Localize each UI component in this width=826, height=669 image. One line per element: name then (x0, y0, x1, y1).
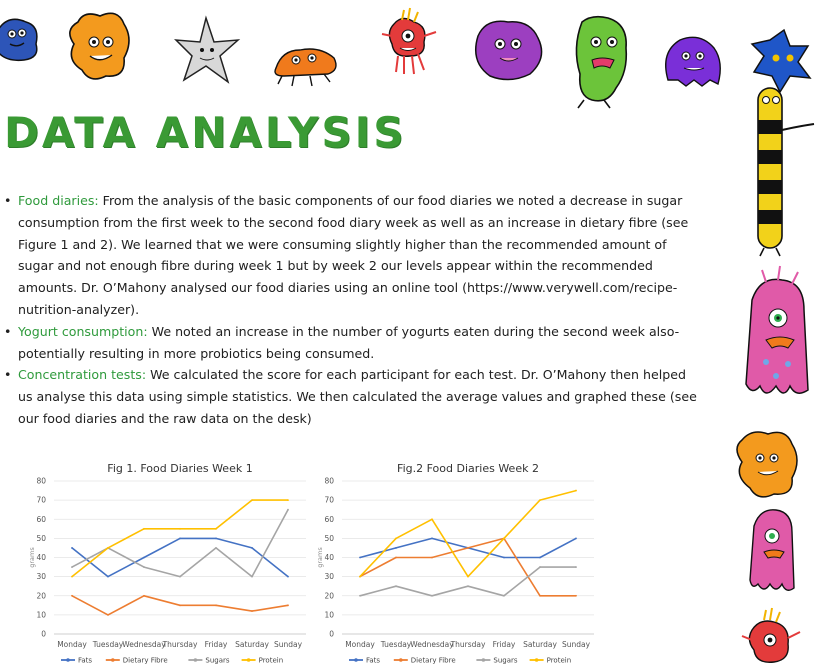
x-tick-label: Friday (204, 640, 228, 649)
data-point (359, 576, 361, 578)
legend-marker (111, 658, 115, 662)
pink-octopus-monster-icon (746, 266, 808, 393)
legend-marker (247, 658, 251, 662)
data-point (395, 585, 397, 587)
analysis-bullet-list (4, 190, 704, 430)
data-point (71, 595, 73, 597)
bullet-concentration-tests (4, 364, 704, 429)
legend-label: Sugars (205, 656, 230, 665)
data-point (215, 547, 217, 549)
legend-label: Dietary Fibre (410, 656, 456, 665)
legend-marker (535, 658, 539, 662)
y-tick-label: 50 (324, 533, 334, 543)
data-point (287, 509, 289, 511)
bullet-text: We calculated the score for each participant for each test. Dr. O’Mahony then helped us analyse this data using simple statistics. We then calculated the average values and graphed these (see our food diaries and the raw data on the desk) (18, 367, 697, 426)
data-point (143, 595, 145, 597)
data-point (575, 595, 577, 597)
data-point (215, 537, 217, 539)
bullet-text: We noted an increase in the number of yogurts eaten during the second week also-potentially resulting in more probiotics being consumed. (18, 323, 680, 361)
data-point (287, 499, 289, 501)
orange-blob-monster-icon (70, 13, 129, 79)
data-point (251, 547, 253, 549)
data-point (107, 614, 109, 616)
data-point (251, 499, 253, 501)
data-point (287, 604, 289, 606)
data-point (71, 566, 73, 568)
data-point (287, 576, 289, 578)
data-point (179, 576, 181, 578)
data-point (143, 528, 145, 530)
data-point (503, 537, 505, 539)
data-point (575, 566, 577, 568)
x-tick-label: Thursday (450, 640, 486, 649)
data-point (215, 604, 217, 606)
legend-label: Protein (546, 656, 572, 665)
data-point (539, 557, 541, 559)
data-point (539, 566, 541, 568)
y-tick-label: 40 (36, 553, 46, 563)
data-point (431, 537, 433, 539)
chart-week-1-svg (30, 455, 312, 667)
data-point (359, 595, 361, 597)
y-tick-label: 30 (36, 572, 46, 582)
orange-crab-monster-icon (275, 49, 336, 86)
y-tick-label: 40 (324, 553, 334, 563)
red-cyclops-bottom-monster-icon (742, 608, 800, 662)
data-point (71, 547, 73, 549)
data-point (251, 576, 253, 578)
data-point (431, 518, 433, 520)
y-tick-label: 30 (324, 572, 334, 582)
x-tick-label: Wednesday (122, 640, 166, 649)
bullet-label: Food diaries: (18, 193, 99, 208)
y-axis-label: grams (316, 547, 324, 568)
data-point (179, 528, 181, 530)
data-point (215, 528, 217, 530)
green-monster-icon (576, 17, 626, 108)
x-tick-label: Wednesday (410, 640, 454, 649)
x-tick-label: Tuesday (92, 640, 124, 649)
legend-marker (399, 658, 403, 662)
chart-week-2-svg (318, 455, 600, 667)
bullet-food-diaries (4, 190, 704, 321)
bullet-label: Concentration tests: (18, 367, 147, 383)
legend-marker (354, 658, 358, 662)
data-point (503, 595, 505, 597)
data-point (467, 585, 469, 587)
chart-title: Fig 1. Food Diaries Week 1 (107, 462, 253, 475)
data-point (179, 604, 181, 606)
legend-marker (66, 658, 70, 662)
purple-monster-icon (476, 21, 542, 79)
chart-title: Fig.2 Food Diaries Week 2 (397, 462, 539, 475)
y-tick-label: 70 (324, 495, 334, 505)
series-line-protein (360, 491, 576, 577)
y-tick-label: 0 (41, 629, 46, 639)
striped-bee-monster-icon (758, 88, 814, 256)
y-tick-label: 60 (36, 514, 46, 524)
data-point (431, 557, 433, 559)
orange-blob-monster-right-icon (737, 432, 797, 497)
data-point (395, 557, 397, 559)
legend-label: Dietary Fibre (122, 656, 168, 665)
y-tick-label: 10 (324, 610, 334, 620)
y-tick-label: 50 (36, 533, 46, 543)
data-point (575, 490, 577, 492)
data-point (71, 576, 73, 578)
data-point (539, 499, 541, 501)
data-point (179, 537, 181, 539)
y-axis-label: grams (28, 547, 36, 568)
blue-monster-icon (0, 19, 37, 60)
x-tick-label: Tuesday (380, 640, 412, 649)
y-tick-label: 80 (36, 476, 46, 486)
data-point (467, 547, 469, 549)
data-point (143, 557, 145, 559)
x-tick-label: Saturday (523, 640, 557, 649)
data-point (467, 576, 469, 578)
legend-label: Protein (258, 656, 284, 665)
y-tick-label: 20 (324, 591, 334, 601)
y-tick-label: 60 (324, 514, 334, 524)
x-tick-label: Sunday (273, 640, 303, 649)
legend-label: Fats (366, 656, 381, 665)
y-tick-label: 70 (36, 495, 46, 505)
data-point (107, 547, 109, 549)
bullet-yogurt-consumption (4, 321, 704, 365)
chart-week-1 (30, 455, 312, 667)
x-tick-label: Monday (345, 640, 375, 649)
x-tick-label: Saturday (235, 640, 269, 649)
data-point (431, 595, 433, 597)
x-tick-label: Sunday (561, 640, 591, 649)
x-tick-label: Friday (492, 640, 516, 649)
data-point (395, 537, 397, 539)
legend-marker (194, 658, 198, 662)
purple-ghost-monster-icon (666, 37, 721, 86)
series-line-sugars (72, 510, 288, 577)
data-point (539, 595, 541, 597)
data-point (107, 576, 109, 578)
legend-label: Fats (78, 656, 93, 665)
legend-label: Sugars (493, 656, 518, 665)
data-point (395, 547, 397, 549)
bullet-label: Yogurt consumption: (18, 323, 148, 339)
page-title: DATA ANALYSIS (4, 108, 407, 157)
bullet-text: From the analysis of the basic components of our food diaries we noted a decrease in sugar consumption from the first week to the second food diary week as well as an increase in dietary fibre (see Figure 1 and 2). We learned that we were consuming slightly higher than the recommended amount of sugar and not enough fibre during week 1 but by week 2 our levels appear within the recommended amounts. Dr. O’Mahony analysed our food diaries using an online tool (https://www.verywell.com/recipe-nutrition-analyzer). (18, 193, 689, 317)
pink-octopus-small-monster-icon (750, 510, 794, 590)
x-tick-label: Monday (57, 640, 87, 649)
data-point (503, 557, 505, 559)
blue-star-monster-icon (752, 30, 810, 92)
data-point (251, 610, 253, 612)
y-tick-label: 80 (324, 476, 334, 486)
x-tick-label: Thursday (162, 640, 198, 649)
y-tick-label: 20 (36, 591, 46, 601)
chart-week-2 (318, 455, 600, 667)
y-tick-label: 0 (329, 629, 334, 639)
red-cyclops-monster-icon (382, 8, 436, 74)
data-point (143, 566, 145, 568)
grey-star-monster-icon (176, 18, 238, 82)
y-tick-label: 10 (36, 610, 46, 620)
data-point (575, 537, 577, 539)
series-line-sugars (360, 567, 576, 596)
data-point (359, 557, 361, 559)
legend-marker (482, 658, 486, 662)
